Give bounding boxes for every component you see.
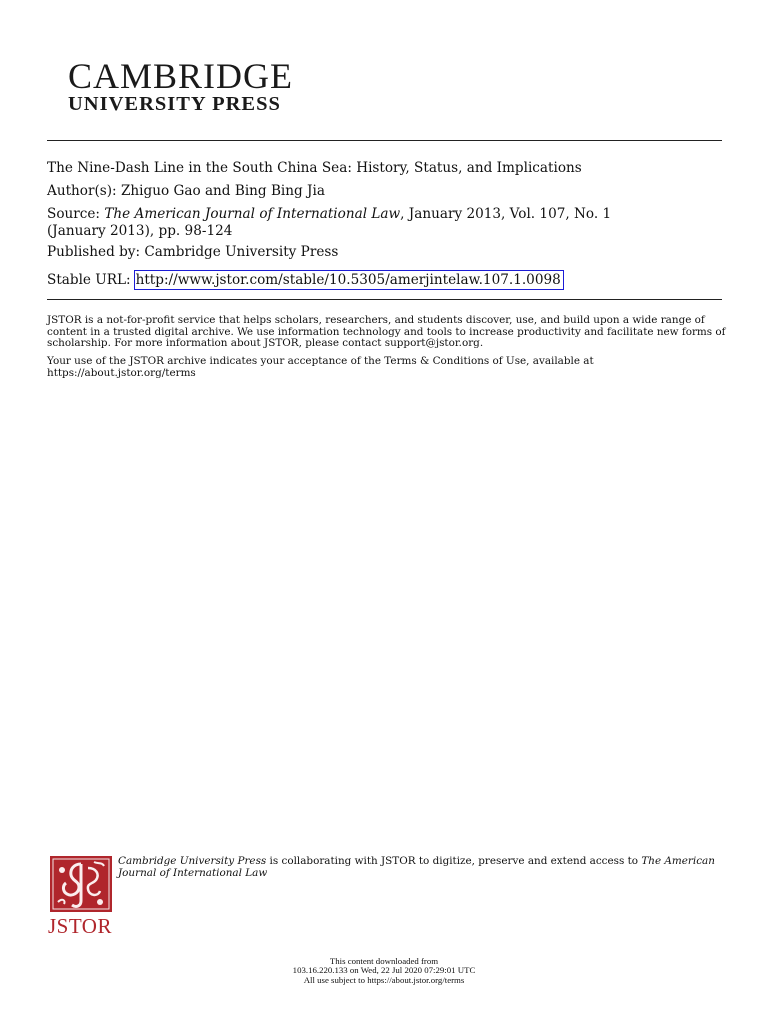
terms-notice-paragraph: Your use of the JSTOR archive indicates your acceptance of the Terms & Conditions of Use, available at https://about.jstor.org/terms	[47, 355, 594, 379]
publisher-value: Cambridge University Press	[144, 244, 339, 260]
source-line	[47, 206, 727, 240]
source-details: , January 2013, Vol. 107, No. 1	[400, 206, 612, 222]
download-info	[0, 957, 768, 985]
middle-divider	[47, 299, 722, 300]
jstor-wordmark: JSTOR	[48, 914, 112, 938]
top-divider	[47, 140, 722, 141]
collab-body: is collaborating with JSTOR to digitize, preserve and extend access to	[266, 855, 642, 867]
jstor-emblem-icon	[50, 856, 112, 912]
source-label: Source:	[47, 206, 100, 222]
collaboration-block	[48, 856, 728, 936]
stable-url-label: Stable URL:	[47, 272, 131, 288]
source-issue: (January 2013), pp. 98-124	[47, 223, 233, 239]
collab-journal: The American Journal of International Law	[118, 855, 715, 879]
download-line-1: This content downloaded from	[329, 956, 439, 966]
collaboration-text	[118, 856, 728, 879]
logo-line-university-press: UNIVERSITY PRESS	[68, 93, 281, 115]
journal-title: The American Journal of International Law	[104, 206, 401, 222]
stable-url-line	[47, 270, 727, 290]
authors-value: Zhiguo Gao and Bing Bing Jia	[120, 183, 325, 199]
download-line-2: 103.16.220.133 on Wed, 22 Jul 2020 07:29:01 UTC	[292, 965, 476, 976]
cambridge-university-press-logo	[68, 58, 293, 114]
jstor-notice-paragraph: JSTOR is a not-for-profit service that helps scholars, researchers, and students discover, use, and build upon a wide range of content in a trusted digital archive. We use information technology and tools to increase productivity and facilitate new forms of scholarship. For more information about JSTOR, please contact support@jstor.org.	[47, 314, 726, 350]
publisher-line	[47, 244, 727, 261]
stable-url-link[interactable]: http://www.jstor.com/stable/10.5305/amerjintelaw.107.1.0098	[134, 270, 564, 290]
logo-line-cambridge: CAMBRIDGE	[68, 56, 294, 96]
collab-publisher: Cambridge University Press	[118, 855, 267, 867]
publisher-label: Published by:	[47, 244, 141, 260]
download-line-3: All use subject to https://about.jstor.org/terms	[303, 974, 465, 985]
article-title: The Nine-Dash Line in the South China Sea: History, Status, and Implications	[47, 160, 582, 176]
authors-label: Author(s):	[47, 183, 117, 199]
authors-line	[47, 183, 727, 200]
